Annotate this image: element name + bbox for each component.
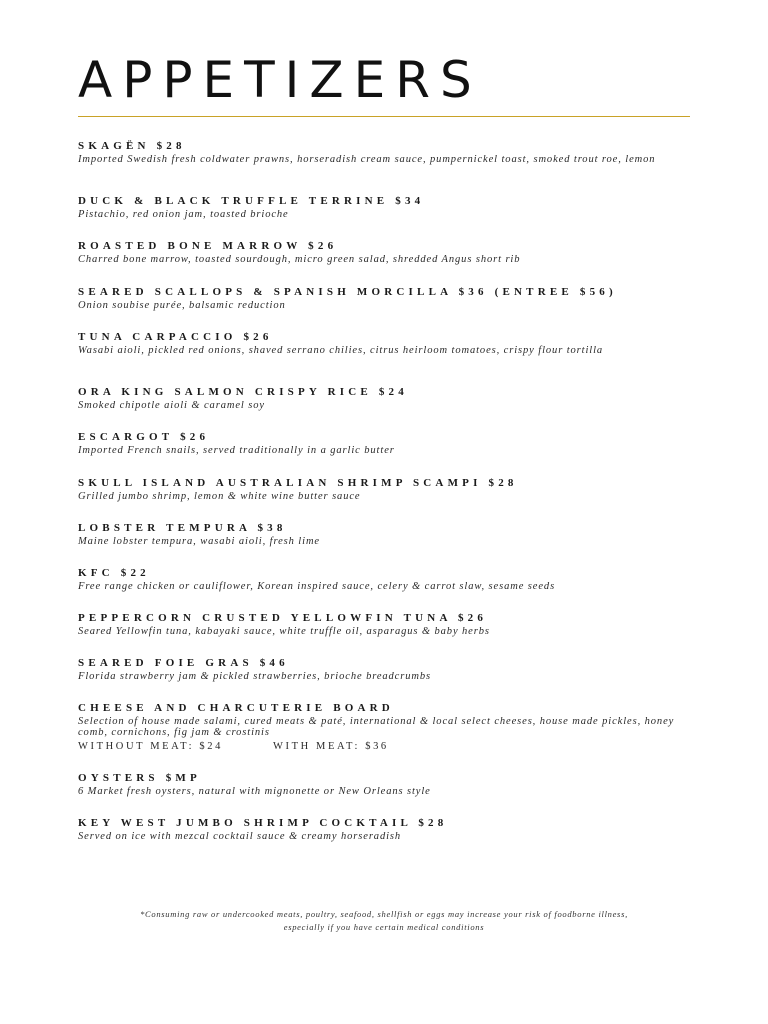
menu-item-title: SEARED SCALLOPS & SPANISH MORCILLA $36 (ENTREE $56) (78, 286, 617, 298)
menu-item-description: Onion soubise purée, balsamic reduction (78, 300, 286, 311)
menu-item (78, 702, 698, 753)
menu-item-title: LOBSTER TEMPURA $38 (78, 522, 287, 534)
menu-item-description: Seared Yellowfin tuna, kabayaki sauce, white truffle oil, asparagus & baby herbs (78, 626, 490, 637)
menu-item-description: Imported French snails, served traditionally in a garlic butter (78, 445, 395, 456)
menu-item-description: Florida strawberry jam & pickled strawberries, brioche breadcrumbs (78, 671, 431, 682)
menu-item-description: Selection of house made salami, cured meats & paté, international & local select cheeses, house made pickles, honey comb, cornichons, fig jam & crostinis (78, 716, 675, 738)
menu-item (78, 522, 698, 547)
menu-item-title: ORA KING SALMON CRISPY RICE $24 (78, 386, 408, 398)
menu-item (78, 240, 698, 265)
price-options (78, 740, 698, 753)
menu-item (78, 386, 698, 411)
price-option-with-meat: WITH MEAT: $36 (272, 741, 389, 752)
menu-item-description: Grilled jumbo shrimp, lemon & white wine butter sauce (78, 491, 361, 502)
menu-item (78, 286, 698, 311)
menu-item-title: SEARED FOIE GRAS $46 (78, 657, 289, 669)
footnote-line: especially if you have certain medical conditions (283, 921, 485, 932)
menu-item-title: OYSTERS $MP (78, 772, 201, 784)
menu-item-description: Wasabi aioli, pickled red onions, shaved serrano chilies, citrus heirloom tomatoes, crispy flour tortilla (78, 345, 604, 356)
menu-item-description: Maine lobster tempura, wasabi aioli, fresh lime (78, 536, 320, 547)
menu-item-description: 6 Market fresh oysters, natural with mignonette or New Orleans style (78, 786, 431, 797)
menu-item-description: Pistachio, red onion jam, toasted brioche (78, 209, 289, 220)
menu-item-title: ESCARGOT $26 (78, 431, 210, 443)
menu-item (78, 140, 698, 165)
menu-item-title: CHEESE AND CHARCUTERIE BOARD (78, 702, 394, 714)
menu-item-title: DUCK & BLACK TRUFFLE TERRINE $34 (78, 195, 425, 207)
title-divider (78, 116, 690, 117)
menu-item (78, 431, 698, 456)
menu-item (78, 195, 698, 220)
price-option-without-meat: WITHOUT MEAT: $24 (78, 741, 223, 752)
menu-item-title: SKAGËN $28 (78, 140, 186, 152)
menu-item-title: KEY WEST JUMBO SHRIMP COCKTAIL $28 (78, 817, 448, 829)
allergy-footnote (84, 908, 684, 933)
menu-item-title: KFC $22 (78, 567, 150, 579)
menu-item-title: TUNA CARPACCIO $26 (78, 331, 273, 343)
menu-item (78, 612, 698, 637)
menu-item-description: Served on ice with mezcal cocktail sauce & creamy horseradish (78, 831, 402, 842)
menu-item (78, 817, 698, 842)
menu-item-description: Charred bone marrow, toasted sourdough, micro green salad, shredded Angus short rib (78, 254, 521, 265)
page-title: APPETIZERS (78, 51, 482, 109)
menu-item (78, 657, 698, 682)
menu-item-title: SKULL ISLAND AUSTRALIAN SHRIMP SCAMPI $28 (78, 477, 518, 489)
menu-item-description: Smoked chipotle aioli & caramel soy (78, 400, 265, 411)
menu-item-title: PEPPERCORN CRUSTED YELLOWFIN TUNA $26 (78, 612, 488, 624)
menu-item-title: ROASTED BONE MARROW $26 (78, 240, 338, 252)
menu-item (78, 772, 698, 797)
menu-item (78, 331, 698, 356)
menu-item (78, 477, 698, 502)
menu-item (78, 567, 698, 592)
footnote-line: *Consuming raw or undercooked meats, poultry, seafood, shellfish or eggs may increase your risk of foodborne illness, (140, 909, 628, 919)
menu-item-description: Free range chicken or cauliflower, Korean inspired sauce, celery & carrot slaw, sesame seeds (78, 581, 556, 592)
menu-item-description: Imported Swedish fresh coldwater prawns, horseradish cream sauce, pumpernickel toast, smoked trout roe, lemon (78, 154, 656, 165)
